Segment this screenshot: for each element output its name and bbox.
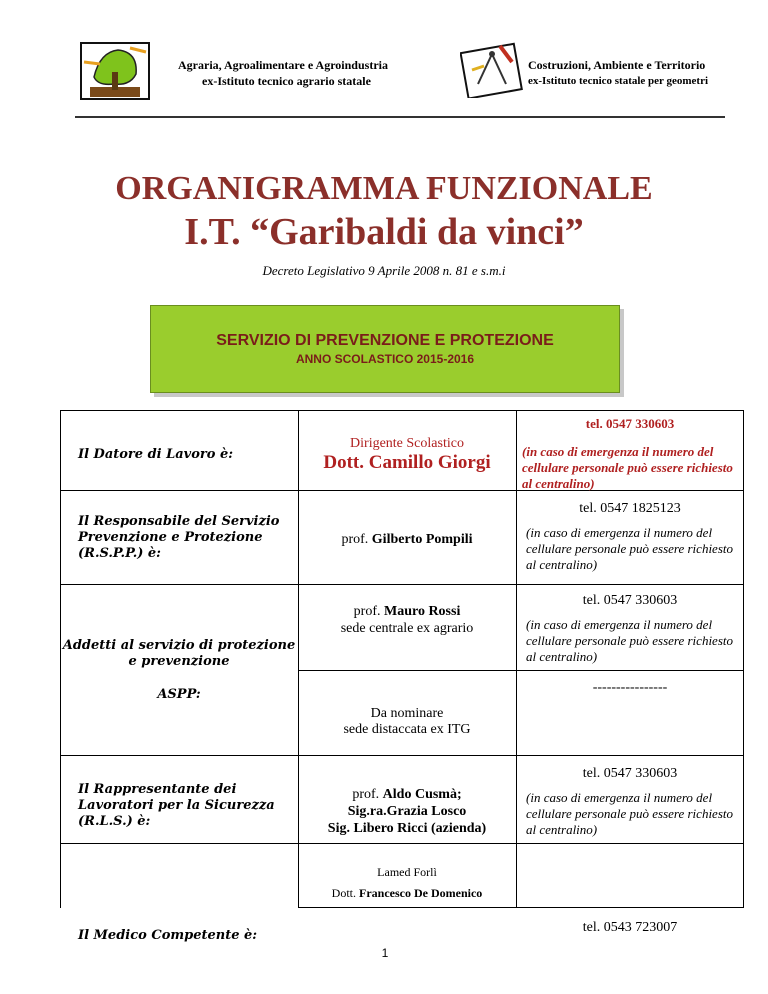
header-left-text bbox=[178, 57, 428, 89]
page-title: ORGANIGRAMMA FUNZIONALE bbox=[115, 170, 653, 207]
rls-name-3: Sig. Libero Ricci (azienda) bbox=[327, 821, 487, 836]
rls-note: (in caso di emergenza il numero del cellulare personale può essere richiesto al centralino) bbox=[526, 790, 733, 837]
rls-name-2: Sig.ra.Grazia Losco bbox=[347, 804, 467, 819]
table-row-line bbox=[298, 907, 744, 908]
school-year: ANNO SCOLASTICO 2015-2016 bbox=[295, 352, 475, 366]
rls-tel: tel. 0547 330603 bbox=[582, 766, 678, 781]
table-right-border bbox=[743, 410, 744, 908]
rls-person-1 bbox=[300, 787, 514, 803]
role-aspp-label: ASPP: bbox=[157, 687, 201, 702]
service-box bbox=[150, 305, 620, 393]
rspp-person bbox=[300, 532, 514, 548]
aspp-a-name: Mauro Rossi bbox=[383, 604, 461, 619]
header-right-text bbox=[528, 57, 758, 89]
table-row-line bbox=[298, 670, 744, 671]
aspp-a-person bbox=[300, 604, 514, 620]
school-name: I.T. “Garibaldi da vinci” bbox=[184, 211, 584, 253]
aspp-b-name: Da nominare bbox=[370, 706, 444, 721]
rspp-name: Gilberto Pompili bbox=[371, 532, 473, 547]
datore-name: Dott. Camillo Giorgi bbox=[323, 452, 491, 473]
aspp-a-tel: tel. 0547 330603 bbox=[582, 593, 678, 608]
table-left-border bbox=[60, 410, 61, 908]
rls-name-1: Aldo Cusmà; bbox=[382, 787, 462, 802]
header-left-line2: ex-Istituto tecnico agrario statale bbox=[202, 74, 371, 88]
rls-prefix: prof. bbox=[352, 787, 380, 802]
aspp-a-prefix: prof. bbox=[353, 604, 381, 619]
role-rspp: Il Responsabile del Servizio Prevenzione e Protezione (R.S.P.P.) è: bbox=[78, 514, 280, 561]
role-datore: Il Datore di Lavoro è: bbox=[78, 447, 234, 462]
service-title: SERVIZIO DI PREVENZIONE E PROTEZIONE bbox=[216, 332, 554, 349]
datore-tel: tel. 0547 330603 bbox=[585, 416, 675, 431]
tree-icon bbox=[80, 42, 150, 100]
medico-person bbox=[300, 886, 514, 901]
header-right-line2: ex-Istituto tecnico statale per geometri bbox=[528, 75, 709, 87]
header-right-line1: Costruzioni, Ambiente e Territorio bbox=[528, 58, 706, 72]
datore-qualifica: Dirigente Scolastico bbox=[350, 436, 464, 451]
medico-org: Lamed Forlì bbox=[377, 865, 437, 879]
rspp-tel: tel. 0547 1825123 bbox=[579, 501, 681, 516]
page-number: 1 bbox=[381, 946, 389, 960]
table-row-line bbox=[60, 755, 744, 756]
aspp-a-sede: sede centrale ex agrario bbox=[340, 621, 474, 636]
header-left-line1: Agraria, Agroalimentare e Agroindustria bbox=[178, 58, 388, 72]
table-col-divider-1 bbox=[298, 410, 299, 908]
role-rls: Il Rappresentante dei Lavoratori per la Sicurezza (R.L.S.) è: bbox=[78, 782, 275, 829]
medico-name: Francesco De Domenico bbox=[359, 886, 483, 900]
rspp-note: (in caso di emergenza il numero del cellulare personale può essere richiesto al centralino) bbox=[526, 525, 733, 572]
aspp-b-tel: ---------------- bbox=[592, 680, 668, 695]
aspp-a-note: (in caso di emergenza il numero del cellulare personale può essere richiesto al centralino) bbox=[526, 617, 733, 664]
role-aspp: Addetti al servizio di protezione e prevenzione bbox=[62, 638, 296, 669]
table-col-divider-2 bbox=[516, 410, 517, 908]
decree-reference: Decreto Legislativo 9 Aprile 2008 n. 81 e s.m.i bbox=[262, 263, 506, 278]
header-divider bbox=[75, 116, 725, 118]
role-medico: Il Medico Competente è: bbox=[78, 928, 258, 943]
table-row-line bbox=[60, 584, 744, 585]
table-row-line bbox=[60, 843, 744, 844]
aspp-b-sede: sede distaccata ex ITG bbox=[343, 722, 471, 737]
compass-drawing-icon bbox=[460, 40, 524, 98]
medico-prefix: Dott. bbox=[331, 886, 357, 900]
datore-note: (in caso di emergenza il numero del cellulare personale può essere richiesto al centralino) bbox=[522, 444, 733, 491]
rspp-prefix: prof. bbox=[341, 532, 369, 547]
table-top-border bbox=[60, 410, 744, 411]
medico-tel: tel. 0543 723007 bbox=[582, 920, 678, 935]
